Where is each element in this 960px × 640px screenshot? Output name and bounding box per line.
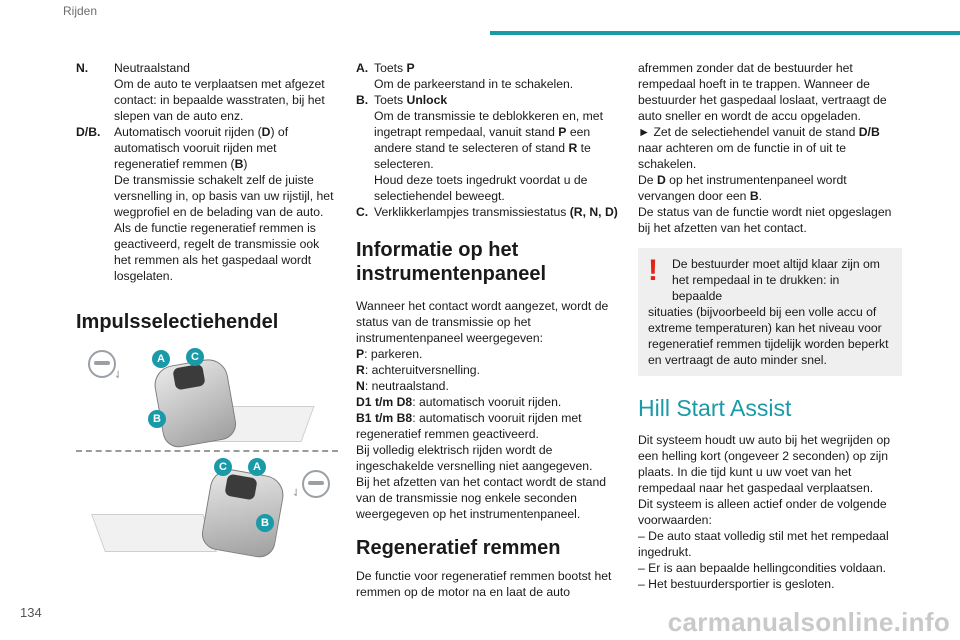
definition-desc: Om de transmissie te deblokkeren en, met ingetrapt rempedaal, vanuit stand P een andere stand te selecteren of stand R te selecteren.	[374, 109, 603, 171]
section-title-regeneratief-remmen: Regeneratief remmen	[356, 537, 561, 559]
state-item: P: parkeren.	[356, 347, 423, 361]
definition-key: N.	[76, 61, 89, 75]
instruction-step: ► Zet de selectiehendel vanuit de stand D/B naar achteren om de functie in of uit te schakelen.	[638, 125, 880, 171]
definition-desc: Houd deze toets ingedrukt voordat u de selectiehendel beweegt.	[374, 173, 588, 203]
state-item: D1 t/m D8: automatisch vooruit rijden.	[356, 395, 562, 409]
steering-wheel-icon	[302, 470, 330, 498]
state-item: R: achteruitversnelling.	[356, 363, 480, 377]
definition-list-2	[356, 60, 618, 220]
section-title-hill-start-assist: Hill Start Assist	[638, 395, 792, 421]
section-title-instrumentenpaneel: Informatie op het instrumentenpaneel	[356, 239, 547, 285]
definition-value	[374, 204, 618, 220]
paragraph: afremmen zonder dat de bestuurder het rempedaal hoeft in te trappen. Wanneer de bestuurder het gaspedaal loslaat, vertraagt de auto sneller en wordt de accu opgeladen.	[638, 61, 887, 123]
paragraph: De D op het instrumentenpaneel wordt vervangen door een B.	[638, 173, 847, 203]
definition-key: B.	[356, 93, 369, 107]
definition-desc: Om de auto te verplaatsen met afgezet contact: in bepaalde wasstraten, bij het slepen van de auto enz.	[114, 77, 325, 123]
definition-value	[114, 124, 338, 284]
tick-icon: ⇃	[292, 488, 301, 499]
paragraph: Dit systeem is alleen actief onder de volgende voorwaarden:	[638, 497, 887, 527]
column-2	[356, 60, 618, 600]
condition-list	[638, 528, 902, 592]
definition-key: C.	[356, 205, 369, 219]
warning-icon: !	[648, 254, 658, 287]
steering-wheel-icon	[88, 350, 116, 378]
definition-title: Toets P	[374, 61, 415, 75]
definition-a	[356, 60, 618, 92]
console-floor	[91, 514, 217, 552]
condition-item: – Er is aan bepaalde hellingcondities voldaan.	[638, 561, 886, 575]
definition-db	[76, 124, 338, 284]
definition-n	[76, 60, 338, 124]
definition-b	[356, 92, 618, 204]
paragraph: Bij volledig elektrisch rijden wordt de ingeschakelde versnelling niet aangegeven.	[356, 443, 593, 473]
definition-value	[374, 60, 618, 92]
paragraph: Bij het afzetten van het contact wordt de stand van de transmissie nog enkele seconden weergegeven op het instrumentenpaneel.	[356, 475, 606, 521]
lever-illustration	[76, 346, 338, 554]
definition-desc: De transmissie schakelt zelf de juiste versnelling in, op basis van uw rijstijl, het wegprofiel en de belading van de auto.	[114, 173, 334, 219]
definition-c	[356, 204, 618, 220]
state-item: B1 t/m B8: automatisch vooruit rijden met regeneratief remmen geactiveerd.	[356, 411, 582, 441]
header-bar	[490, 31, 960, 35]
callout-a: A	[248, 458, 266, 476]
state-item: N: neutraalstand.	[356, 379, 449, 393]
paragraph: Dit systeem houdt uw auto bij het wegrijden op een helling kort (ongeveer 2 seconden) op zijn plaats. In die tijd kunt u uw voet van het rempedaal naar het gaspedaal verplaatsen.	[638, 433, 891, 495]
state-list	[356, 346, 618, 442]
figure-divider	[76, 450, 338, 452]
definition-key: A.	[356, 61, 369, 75]
definition-key: D/B.	[76, 125, 101, 139]
column-3	[638, 60, 902, 592]
callout-a: A	[152, 350, 170, 368]
callout-b: B	[256, 514, 274, 532]
callout-c: C	[214, 458, 232, 476]
definition-value	[114, 60, 338, 124]
definition-title: Toets Unlock	[374, 93, 448, 107]
definition-list-1	[76, 60, 338, 284]
page-number: 134	[20, 605, 42, 620]
condition-item: – De auto staat volledig stil met het rempedaal ingedrukt.	[638, 529, 889, 559]
condition-item: – Het bestuurdersportier is gesloten.	[638, 577, 835, 591]
warning-box	[638, 248, 902, 376]
warning-text: De bestuurder moet altijd klaar zijn om het rempedaal in te drukken: in bepaalde situaties (bijvoorbeeld bij een volle accu of extreme temperaturen) kan het niveau voor regeneratief remmen tijdelijk worden beperkt en vertraagt de auto minder snel.	[648, 257, 889, 367]
definition-title: Automatisch vooruit rijden (D) of automatisch vooruit rijden met regeneratief remmen (B)	[114, 125, 289, 171]
tick-icon: ⇃	[114, 370, 123, 381]
callout-b: B	[148, 410, 166, 428]
paragraph: De status van de functie wordt niet opgeslagen bij het afzetten van het contact.	[638, 205, 892, 235]
watermark: carmanualsonline.info	[667, 607, 950, 637]
section-title-impulsselectiehendel: Impulsselectiehendel	[76, 311, 279, 333]
definition-value	[374, 92, 618, 204]
paragraph: Wanneer het contact wordt aangezet, wordt de status van de transmissie op het instrumentenpaneel weergegeven:	[356, 299, 609, 345]
definition-title: Neutraalstand	[114, 61, 190, 75]
paragraph: De functie voor regeneratief remmen bootst het remmen op de motor na en laat de auto	[356, 569, 612, 599]
header-label: Rijden	[63, 4, 98, 18]
column-1	[76, 60, 338, 554]
definition-desc: Om de parkeerstand in te schakelen.	[374, 77, 574, 91]
definition-desc: Als de functie regeneratief remmen is geactiveerd, regelt de transmissie ook het remmen als het gaspedaal wordt losgelaten.	[114, 221, 320, 283]
callout-c: C	[186, 348, 204, 366]
definition-title: Verklikkerlampjes transmissiestatus (R, N, D)	[374, 205, 618, 219]
